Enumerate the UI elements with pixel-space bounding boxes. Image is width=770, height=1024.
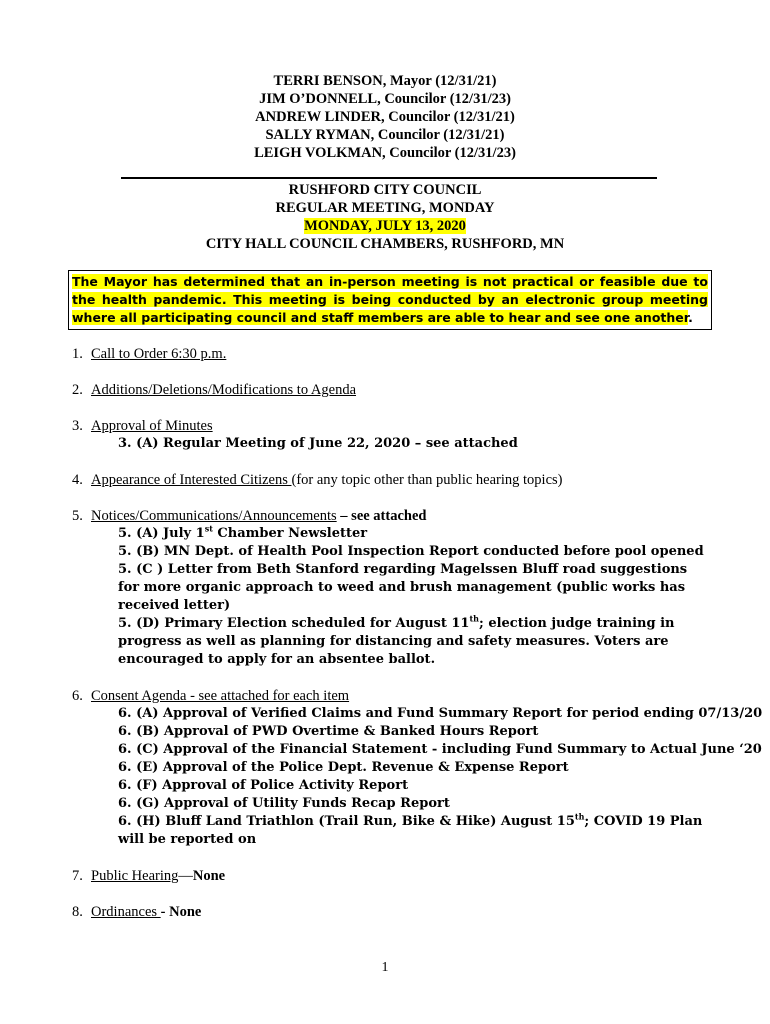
sub-item: 6. (H) Bluff Land Triathlon (Trail Run, Bike & Hike) August 15th; COVID 19 Plan will be reported on xyxy=(118,811,703,847)
official-councilor: JIM O’DONNELL, Councilor (12/31/23) xyxy=(259,91,511,107)
agenda-item-note: None xyxy=(192,868,226,884)
sub-item: 6. (G) Approval of Utility Funds Recap Report xyxy=(118,796,450,811)
meeting-date: MONDAY, JULY 13, 2020 xyxy=(304,218,466,234)
agenda-item-interested-citizens: 4. Appearance of Interested Citizens (for any topic other than public hearing topics) xyxy=(72,472,563,488)
agenda-item-title: Public Hearing xyxy=(91,868,179,884)
official-councilor: SALLY RYMAN, Councilor (12/31/21) xyxy=(265,127,505,143)
sub-item: 6. (C) Approval of the Financial Statement - including Fund Summary to Actual June ‘20 xyxy=(118,742,762,757)
page-number: 1 xyxy=(381,960,389,975)
agenda-item-notices: 5. Notices/Communications/Announcements – see attached 5. (A) July 1st Chamber Newsletter 5. (B) MN Dept. of Health Pool Inspection Report conducted before pool opened 5. (C ) Letter from Beth Stanford regarding Magelssen Bluff road suggestions for more organic approach to weed and brush management (public works has received letter) 5. (D) Primary Election scheduled for August 11th; election judge training in progress as well as planning for distancing and safety measures. Voters are encouraged to apply for an absentee ballot. xyxy=(72,507,712,669)
sub-item: 5. (C ) Letter from Beth Stanford regarding Magelssen Bluff road suggestions for more organic approach to weed and brush management (public works has received letter) xyxy=(118,562,688,613)
sub-item: 6. (A) Approval of Verified Claims and Fund Summary Report for period ending 07/13/20 xyxy=(118,706,763,721)
meeting-title-block xyxy=(0,181,770,253)
officials-list xyxy=(0,72,770,162)
electronic-meeting-notice xyxy=(68,270,712,330)
sub-item: 5. (D) Primary Election scheduled for August 11th; election judge training in progress as well as planning for distancing and safety measures. Voters are encouraged to apply for an absentee ballot. xyxy=(118,613,675,667)
agenda-item-title: Appearance of Interested Citizens xyxy=(91,472,292,488)
header-divider xyxy=(121,177,657,179)
official-councilor: ANDREW LINDER, Councilor (12/31/21) xyxy=(255,109,515,125)
sub-item: 6. (F) Approval of Police Activity Report xyxy=(118,778,409,793)
agenda-item-additions: 2. Additions/Deletions/Modifications to Agenda xyxy=(72,382,357,398)
agenda-item-title: Consent Agenda - see attached for each item xyxy=(91,688,350,704)
sub-item: 5. (B) MN Dept. of Health Pool Inspection Report conducted before pool opened xyxy=(118,544,704,559)
notice-text: The Mayor has determined that an in-person meeting is not practical or feasible due to the health pandemic. This meeting is being conducted by an electronic group meeting where all participating council and staff members are able to hear and see one another xyxy=(72,274,708,325)
notice-period: . xyxy=(688,310,693,325)
agenda-item-title: Ordinances xyxy=(91,904,161,920)
agenda-item-approval-of-minutes: 3. Approval of Minutes 3. (A) Regular Meeting of June 22, 2020 – see attached xyxy=(72,417,712,453)
agenda-item-title: Approval of Minutes xyxy=(91,418,213,434)
sub-item: 3. (A) Regular Meeting of June 22, 2020 – see attached xyxy=(118,436,518,451)
agenda-item-public-hearing: 7. Public Hearing—None xyxy=(72,868,226,884)
agenda-item-title: Call to Order 6:30 p.m. xyxy=(91,346,227,362)
agenda-list xyxy=(72,345,763,939)
sub-item: 6. (B) Approval of PWD Overtime & Banked Hours Report xyxy=(118,724,539,739)
official-mayor: TERRI BENSON, Mayor (12/31/21) xyxy=(273,73,497,89)
agenda-item-consent-agenda: 6. Consent Agenda - see attached for each item 6. (A) Approval of Verified Claims and Fund Summary Report for period ending 07/13/20 6. (B) Approval of PWD Overtime & Banked Hours Report 6. (C) Approval of the Financial Statement - including Fund Summary to Actual June ‘20 6. (E) Approval of the Police Dept. Revenue & Expense Report 6. (F) Approval of Police Activity Report 6. (G) Approval of Utility Funds Recap Report 6. (H) Bluff Land Triathlon (Trail Run, Bike & Hike) August 15th; COVID 19 Plan will be reported on xyxy=(72,688,763,847)
agenda-item-title: Additions/Deletions/Modifications to Agenda xyxy=(91,382,357,398)
sub-item: 5. (A) July 1st Chamber Newsletter xyxy=(118,523,368,541)
agenda-item-title: Notices/Communications/Announcements xyxy=(91,508,337,524)
agenda-item-note: - None xyxy=(160,904,202,920)
meeting-location: CITY HALL COUNCIL CHAMBERS, RUSHFORD, MN xyxy=(205,236,565,252)
agenda-item-note: (for any topic other than public hearing topics) xyxy=(291,472,563,488)
meeting-type: REGULAR MEETING, MONDAY xyxy=(275,200,495,216)
agenda-item-note: – see attached xyxy=(336,508,427,524)
agenda-item-call-to-order: 1. Call to Order 6:30 p.m. xyxy=(72,346,227,362)
sub-item: 6. (E) Approval of the Police Dept. Revenue & Expense Report xyxy=(118,760,569,775)
agenda-item-ordinances: 8. Ordinances - None xyxy=(72,904,202,920)
official-councilor: LEIGH VOLKMAN, Councilor (12/31/23) xyxy=(254,145,516,161)
meeting-body: RUSHFORD CITY COUNCIL xyxy=(288,182,482,198)
